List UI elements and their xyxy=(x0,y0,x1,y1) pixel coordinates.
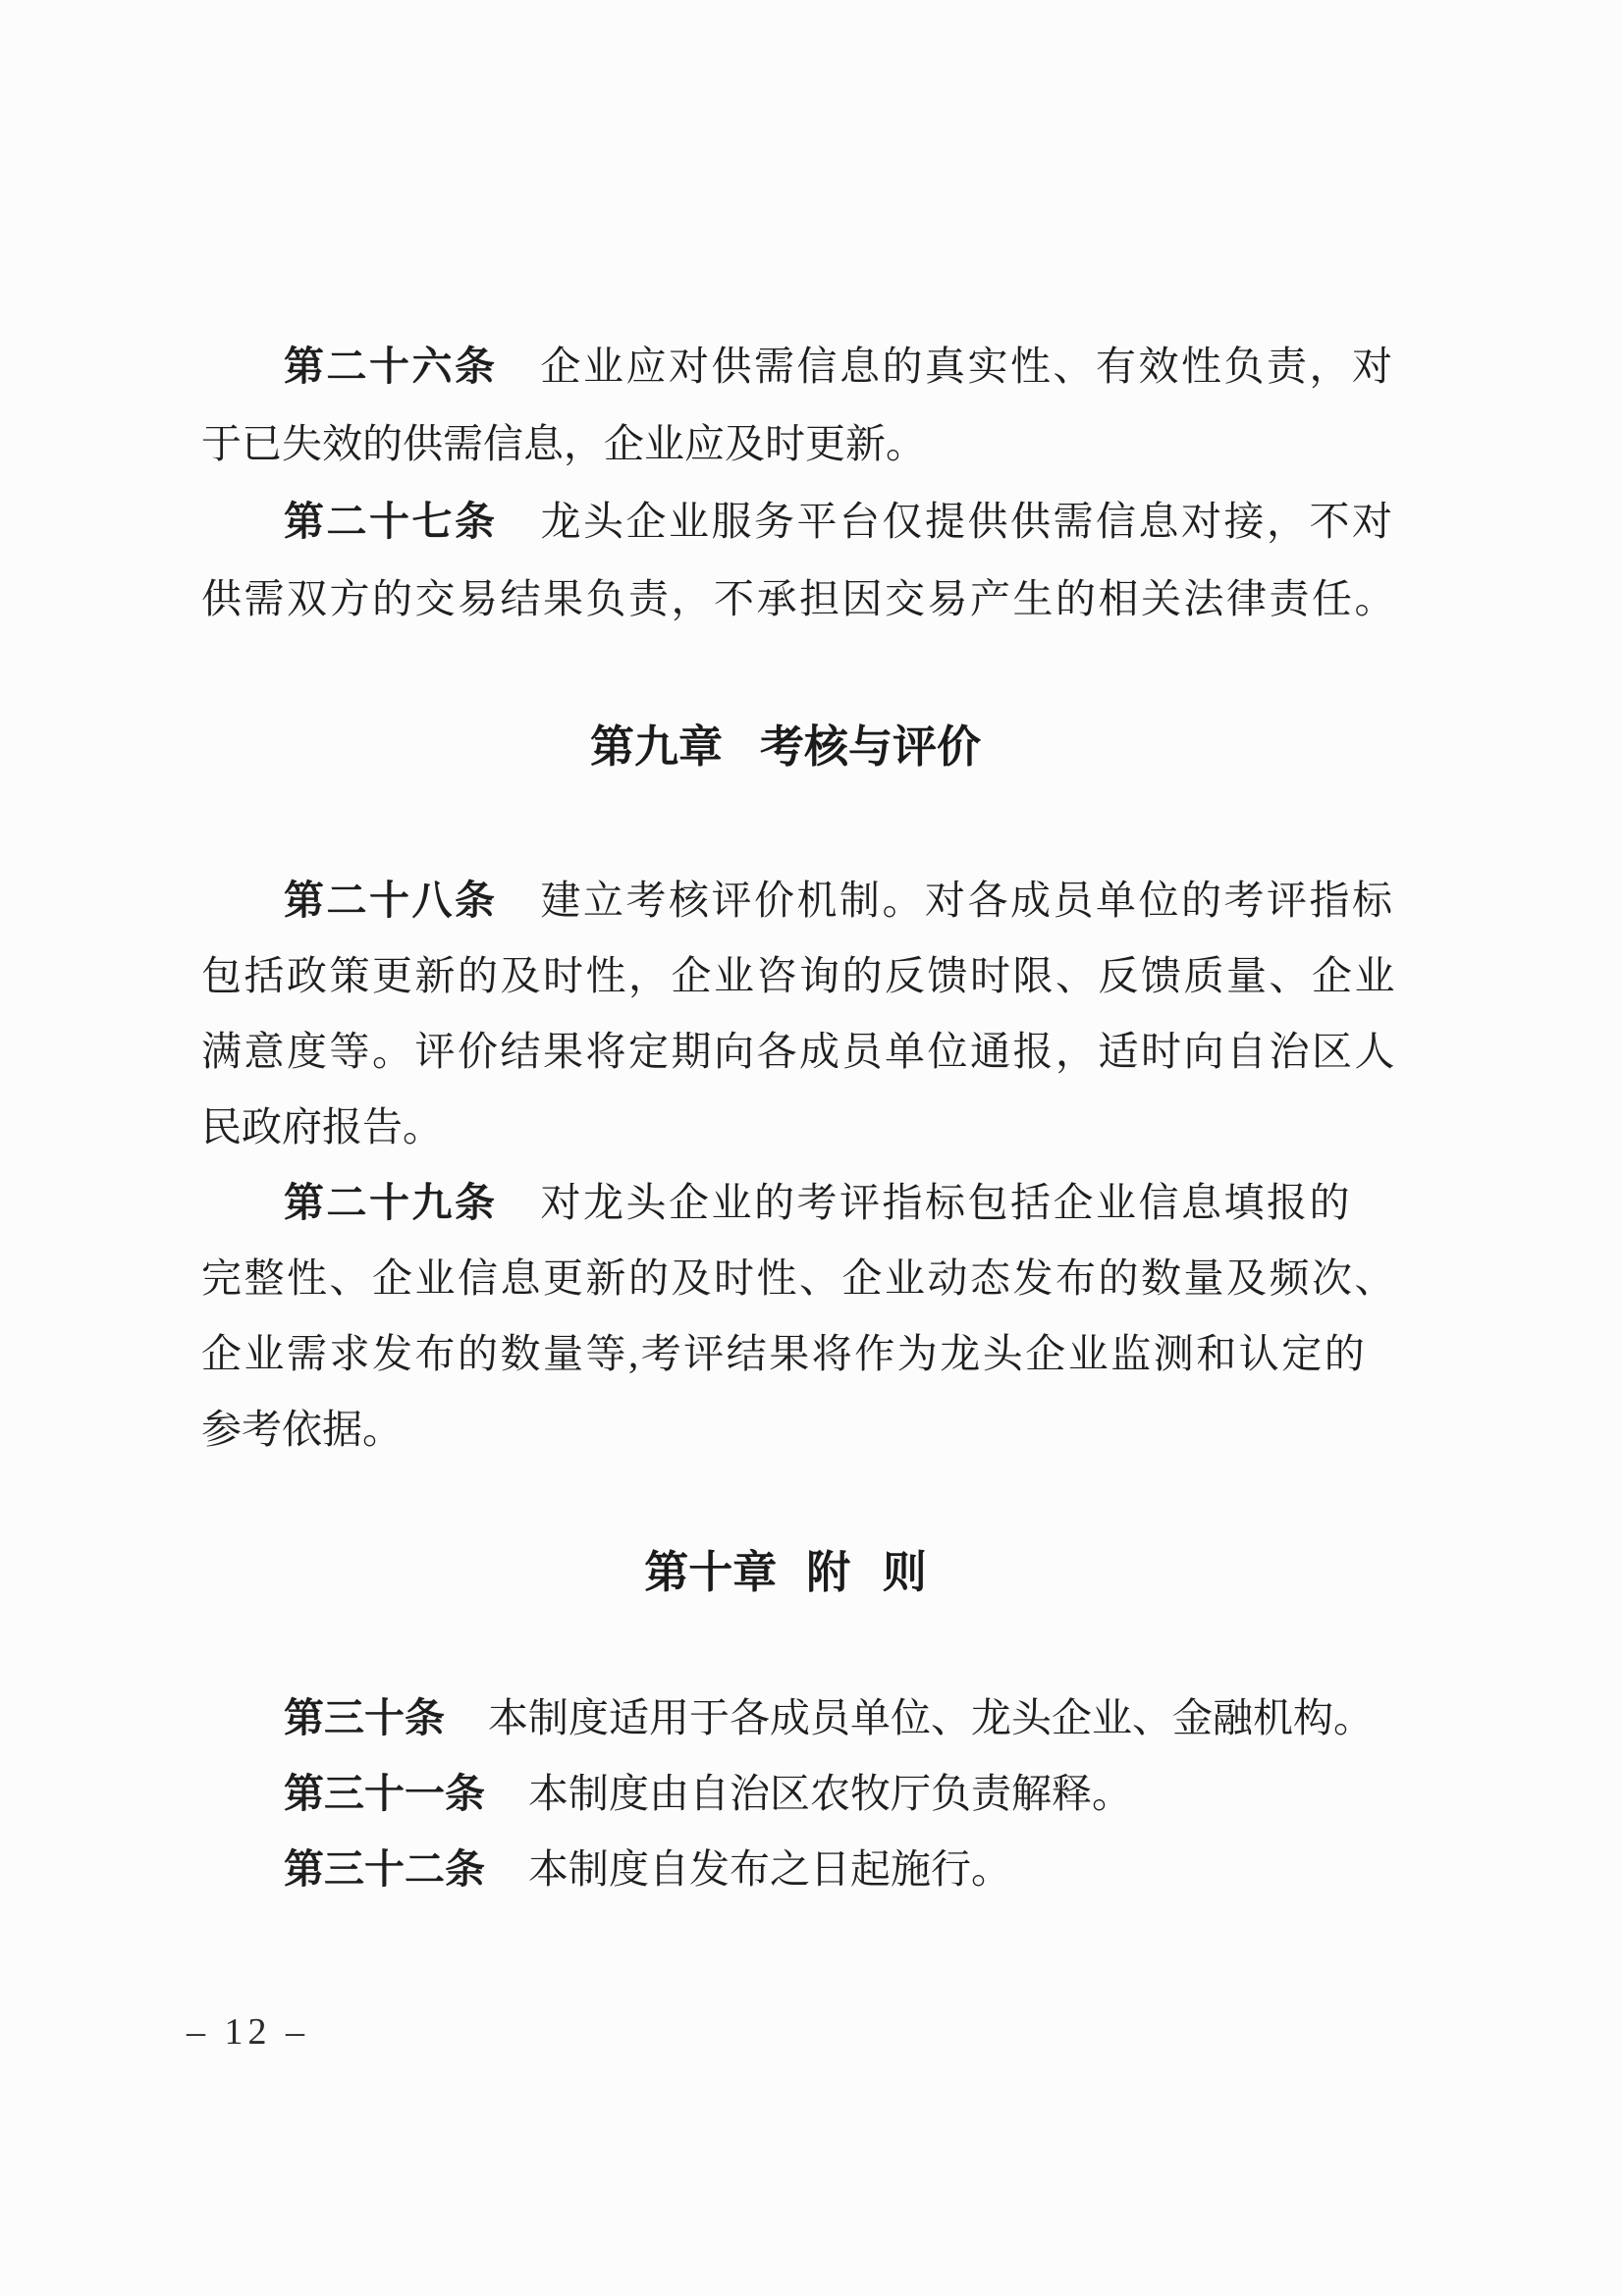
article-27-line-2: 供需双方的交易结果负责，不承担因交易产生的相关法律责任。 xyxy=(201,576,1397,621)
article-29-text: 对龙头企业的考评指标包括企业信息填报的 xyxy=(540,1180,1352,1225)
section-articles-30-32 xyxy=(201,1681,1438,1907)
article-27-line-1 xyxy=(201,483,1438,561)
chapter-10-heading xyxy=(0,1548,1571,1597)
page-number: – 12 – xyxy=(187,2011,309,2053)
section-articles-26-27 xyxy=(201,328,1438,638)
article-29-label: 第二十九条 xyxy=(284,1180,498,1225)
chapter-10-number: 第十章 xyxy=(644,1547,778,1597)
article-27-text: 龙头企业服务平台仅提供供需信息对接，不对 xyxy=(540,499,1395,544)
article-28-label: 第二十八条 xyxy=(284,878,498,923)
article-28-line-1 xyxy=(201,863,1438,938)
article-32-label: 第三十二条 xyxy=(284,1846,485,1892)
chapter-9-number: 第九章 xyxy=(589,721,723,772)
article-27-label: 第二十七条 xyxy=(284,499,498,544)
section-articles-28-29 xyxy=(201,863,1438,1468)
article-29-line-4: 参考依据。 xyxy=(201,1407,403,1452)
article-28-line-4: 民政府报告。 xyxy=(201,1104,443,1149)
article-26-text: 企业应对供需信息的真实性、有效性负责，对 xyxy=(540,344,1395,389)
chapter-9-heading xyxy=(0,722,1571,772)
article-32-line-1 xyxy=(201,1832,1438,1907)
article-32-text: 本制度自发布之日起施行。 xyxy=(528,1846,1011,1892)
chapter-9-title: 考核与评价 xyxy=(760,721,982,772)
article-26-line-2: 于已失效的供需信息，企业应及时更新。 xyxy=(201,421,926,466)
article-30-text: 本制度适用于各成员单位、龙头企业、金融机构。 xyxy=(488,1695,1374,1740)
article-29-line-3: 企业需求发布的数量等,考评结果将作为龙头企业监测和认定的 xyxy=(201,1331,1368,1376)
article-30-line-1 xyxy=(201,1681,1438,1756)
article-28-line-2: 包括政策更新的及时性，企业咨询的反馈时限、反馈质量、企业 xyxy=(201,953,1397,998)
article-26-label: 第二十六条 xyxy=(284,344,498,389)
article-30-label: 第三十条 xyxy=(284,1695,445,1740)
article-31-line-1 xyxy=(201,1756,1438,1832)
article-26-line-1 xyxy=(201,328,1438,405)
article-29-line-1 xyxy=(201,1165,1438,1241)
article-28-line-3: 满意度等。评价结果将定期向各成员单位通报，适时向自治区人 xyxy=(201,1029,1397,1074)
article-31-label: 第三十一条 xyxy=(284,1771,485,1816)
article-29-line-2: 完整性、企业信息更新的及时性、企业动态发布的数量及频次、 xyxy=(201,1255,1397,1301)
chapter-10-title: 附 则 xyxy=(806,1547,927,1597)
article-31-text: 本制度由自治区农牧厅负责解释。 xyxy=(528,1771,1132,1816)
article-28-text: 建立考核评价机制。对各成员单位的考评指标 xyxy=(540,878,1395,923)
